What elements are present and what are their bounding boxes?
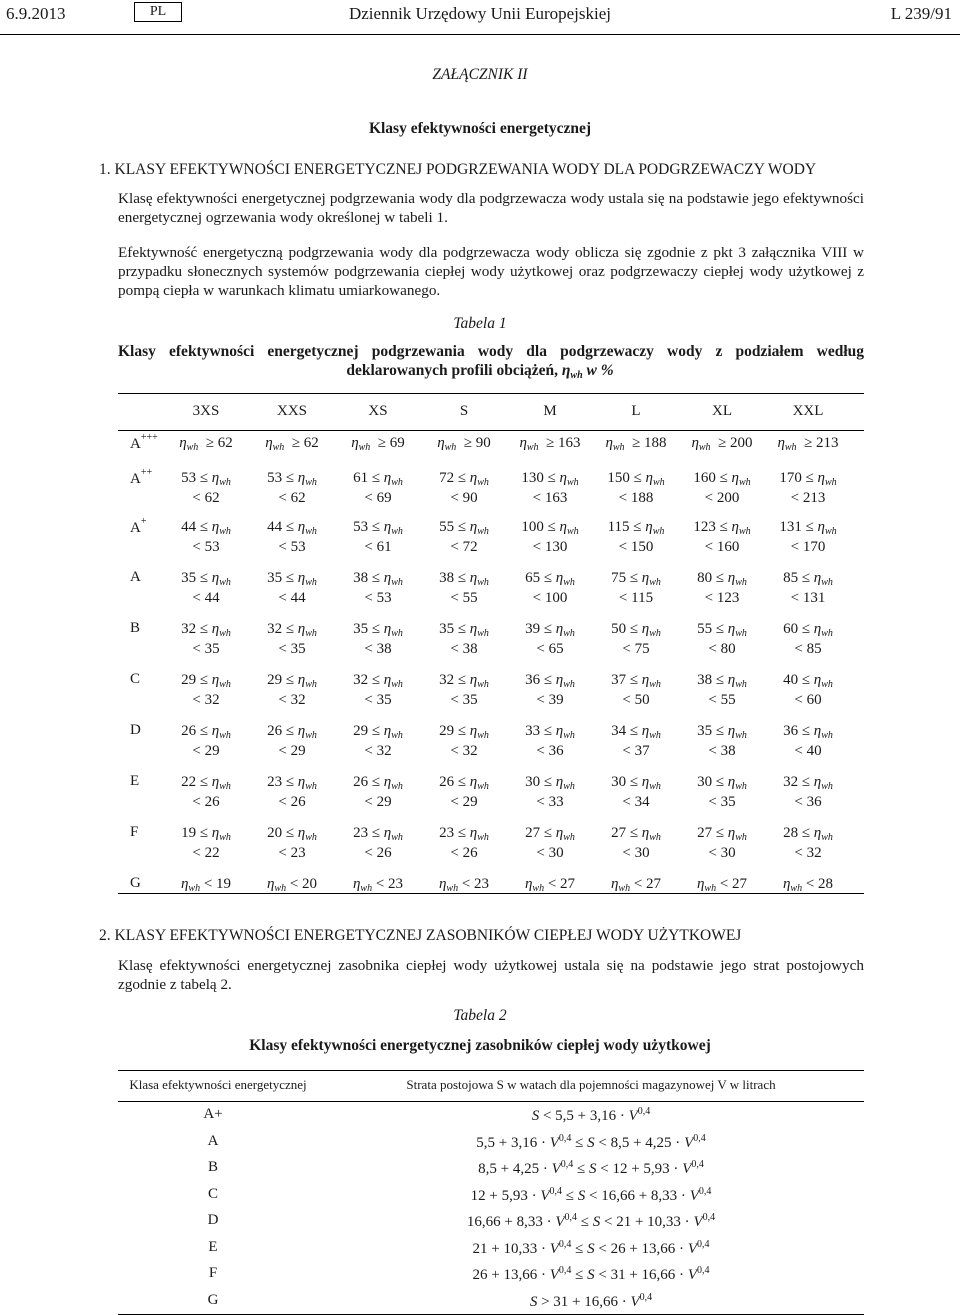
efficiency-cell: $32 \le \eta_{wh}$ < 35 [181,621,231,657]
efficiency-cell: $26 \le \eta_{wh}$ < 29 [439,774,489,810]
efficiency-cell: $\eta_{wh} < 27$ [696,876,748,894]
efficiency-cell: $\eta_{wh} < 27$ [610,876,662,894]
section1-paragraph2: Efektywność energetyczną podgrzewania wody dla podgrzewacza wody oblicza się zgodnie z pkt 3 załącznika VIII w przypadku słonecznych systemów podgrzewania ciepłej wody użytkowej oraz podgrzewaczy ciepłej wody użytkowej z pompą ciepła w warunkach klimatu umiarkowanego. [118,244,864,299]
efficiency-cell: $35 \le \eta_{wh}$ < 38 [353,621,403,657]
efficiency-cell: $\eta_{wh} \ge 200$ [691,435,753,453]
efficiency-cell: $170 \le \eta_{wh}$ < 213 [779,470,837,506]
efficiency-cell: $26 \le \eta_{wh}$ < 29 [267,723,317,759]
efficiency-cell: $35 \le \eta_{wh}$ < 44 [181,570,231,606]
column-header-xl: XL [712,403,732,419]
section1-heading: 1. KLASY EFEKTYWNOŚCI ENERGETYCZNEJ PODGRZEWANIA WODY DLA PODGRZEWACZY WODY [99,161,817,178]
efficiency-cell: $22 \le \eta_{wh}$ < 26 [181,774,231,810]
column-header-xxl: XXL [792,403,824,419]
table2-label: Tabela 2 [453,1007,507,1024]
storage-table-header [118,1071,864,1102]
efficiency-cell: $20 \le \eta_{wh}$ < 23 [267,825,317,861]
storage-formula: 16,66 + 8,33 · V$^{0,4}$ ≤ S < 21 + 10,33 · V$^{0,4}$ [466,1212,716,1230]
efficiency-cell: $53 \le \eta_{wh}$ < 62 [181,470,231,506]
journal-title: Dziennik Urzędowy Unii Europejskiej [348,4,611,23]
column-header-m: M [543,403,557,419]
efficiency-cell: $\eta_{wh} < 27$ [524,876,576,894]
column-header-l: L [631,403,641,419]
column-header-3xs: 3XS [192,403,220,419]
efficiency-cell: $55 \le \eta_{wh}$ < 80 [697,621,747,657]
storage-formula: S < 5,5 + 3,16 · V$^{0,4}$ [531,1106,651,1124]
page-number: L 239/91 [890,4,952,23]
table1-title-line2 [0,362,960,380]
storage-formula: 8,5 + 4,25 · V$^{0,4}$ ≤ S < 12 + 5,93 · V$^{0,4}$ [478,1159,704,1177]
storage-class: E [208,1238,218,1255]
efficiency-cell: $\eta_{wh} \ge 62$ [179,435,233,453]
class-label: A [130,569,141,585]
storage-class: G [207,1291,219,1308]
efficiency-cell: $29 \le \eta_{wh}$ < 32 [181,672,231,708]
efficiency-cell: $33 \le \eta_{wh}$ < 36 [525,723,575,759]
column-header-s: S [459,403,469,419]
storage-class: B [207,1159,218,1175]
efficiency-cell: $36 \le \eta_{wh}$ < 39 [525,672,575,708]
efficiency-cell: $160 \le \eta_{wh}$ < 200 [693,470,751,506]
efficiency-cell: $61 \le \eta_{wh}$ < 69 [353,470,403,506]
storage-class: F [208,1265,218,1281]
efficiency-cell: $30 \le \eta_{wh}$ < 35 [697,774,747,810]
efficiency-cell: $85 \le \eta_{wh}$ < 131 [783,570,833,606]
efficiency-cell: $26 \le \eta_{wh}$ < 29 [181,723,231,759]
efficiency-cell: $27 \le \eta_{wh}$ < 30 [697,825,747,861]
efficiency-cell: $72 \le \eta_{wh}$ < 90 [439,470,489,506]
class-label: C [130,671,141,687]
efficiency-cell: $29 \le \eta_{wh}$ < 32 [267,672,317,708]
efficiency-cell: $38 \le \eta_{wh}$ < 55 [697,672,747,708]
table1-title-unit: w % [586,362,614,379]
storage-header-loss: Strata postojowa S w watach dla pojemności magazynowej V w litrach [406,1077,776,1092]
class-label: G [130,875,141,891]
efficiency-cell: $28 \le \eta_{wh}$ < 32 [783,825,833,861]
efficiency-cell: $32 \le \eta_{wh}$ < 35 [439,672,489,708]
section2-heading: 2. KLASY EFEKTYWNOŚCI ENERGETYCZNEJ ZASOBNIKÓW CIEPŁEJ WODY UŻYTKOWEJ [99,927,742,944]
class-label: F [130,824,139,840]
efficiency-cell: $38 \le \eta_{wh}$ < 55 [439,570,489,606]
efficiency-cell: $80 \le \eta_{wh}$ < 123 [697,570,747,606]
efficiency-cell: $29 \le \eta_{wh}$ < 32 [353,723,403,759]
efficiency-cell: $35 \le \eta_{wh}$ < 44 [267,570,317,606]
table1-label: Tabela 1 [453,315,507,332]
efficiency-cell: $\eta_{wh} < 23$ [438,876,490,894]
storage-formula: 5,5 + 3,16 · V$^{0,4}$ ≤ S < 8,5 + 4,25 · V$^{0,4}$ [476,1132,706,1151]
class-label: A++ [130,467,153,487]
class-label: A+++ [130,432,158,452]
efficiency-cell: $\eta_{wh} < 23$ [352,876,404,894]
efficiency-cell: $19 \le \eta_{wh}$ < 22 [181,825,231,861]
storage-formula: 12 + 5,93 · V$^{0,4}$ ≤ S < 16,66 + 8,33 · V$^{0,4}$ [470,1185,712,1204]
efficiency-cell: $30 \le \eta_{wh}$ < 34 [611,774,661,810]
storage-table [118,1070,864,1315]
efficiency-cell: $100 \le \eta_{wh}$ < 130 [521,519,579,555]
class-label: D [130,722,141,738]
efficiency-cell: $27 \le \eta_{wh}$ < 30 [611,825,661,861]
efficiency-cell: $23 \le \eta_{wh}$ < 26 [267,774,317,810]
efficiency-cell: $29 \le \eta_{wh}$ < 32 [439,723,489,759]
storage-header-class: Klasa efektywności energetycznej [129,1077,307,1092]
eta-subscript: wh [570,370,583,381]
efficiency-cell: $150 \le \eta_{wh}$ < 188 [607,470,665,506]
efficiency-cell: $123 \le \eta_{wh}$ < 160 [693,519,751,555]
storage-class: C [207,1185,218,1202]
efficiency-cell: $53 \le \eta_{wh}$ < 61 [353,519,403,555]
storage-formula: 26 + 13,66 · V$^{0,4}$ ≤ S < 31 + 16,66 · V$^{0,4}$ [472,1265,710,1283]
annex-title: ZAŁĄCZNIK II [432,66,528,83]
efficiency-cell: $\eta_{wh} \ge 213$ [777,435,839,453]
efficiency-cell: $\eta_{wh} \ge 62$ [265,435,319,453]
efficiency-cell: $\eta_{wh} \ge 90$ [437,435,491,453]
efficiency-cell: $50 \le \eta_{wh}$ < 75 [611,621,661,657]
table1-title-text: deklarowanych profili obciążeń, [346,362,559,379]
class-label: B [130,620,141,636]
efficiency-cell: $34 \le \eta_{wh}$ < 37 [611,723,661,759]
efficiency-cell: $39 \le \eta_{wh}$ < 65 [525,621,575,657]
efficiency-cell: $65 \le \eta_{wh}$ < 100 [525,570,575,606]
storage-formula: 21 + 10,33 · V$^{0,4}$ ≤ S < 26 + 13,66 · V$^{0,4}$ [472,1238,710,1257]
efficiency-table-header [118,394,864,431]
efficiency-cell: $32 \le \eta_{wh}$ < 36 [783,774,833,810]
efficiency-cell: $75 \le \eta_{wh}$ < 115 [611,570,661,606]
efficiency-table [118,393,864,894]
efficiency-cell: $\eta_{wh} \ge 69$ [351,435,405,453]
column-header-xxs: XXS [276,403,307,419]
table2-title: Klasy efektywności energetycznej zasobników ciepłej wody użytkowej [249,1037,711,1054]
storage-class: A+ [203,1106,223,1122]
column-header-xs: XS [368,403,388,419]
table1-title-line1: Klasy efektywności energetycznej podgrzewania wody dla podgrzewaczy wody z podziałem według [118,343,864,360]
efficiency-cell: $\eta_{wh} < 28$ [782,876,834,894]
storage-class: D [207,1212,219,1228]
efficiency-cell: $44 \le \eta_{wh}$ < 53 [181,519,231,555]
storage-formula: S > 31 + 16,66 · V$^{0,4}$ [529,1291,653,1310]
efficiency-cell: $55 \le \eta_{wh}$ < 72 [439,519,489,555]
efficiency-cell: $44 \le \eta_{wh}$ < 53 [267,519,317,555]
efficiency-cell: $115 \le \eta_{wh}$ < 150 [607,519,665,555]
class-label: A+ [130,516,147,536]
storage-class: A [207,1132,219,1149]
efficiency-cell: $\eta_{wh} < 20$ [266,876,318,894]
eta-symbol: η [561,362,571,379]
efficiency-cell: $30 \le \eta_{wh}$ < 33 [525,774,575,810]
section2-paragraph1: Klasę efektywności energetycznej zasobnika ciepłej wody użytkowej ustala się na podstawie jego strat postojowych zgodnie z tabelą 2. [118,957,864,993]
language-badge: PL [134,2,182,22]
header-date: 6.9.2013 [6,4,66,23]
efficiency-cell: $36 \le \eta_{wh}$ < 40 [783,723,833,759]
page-header [0,0,960,35]
efficiency-cell: $60 \le \eta_{wh}$ < 85 [783,621,833,657]
efficiency-cell: $35 \le \eta_{wh}$ < 38 [439,621,489,657]
efficiency-cell: $27 \le \eta_{wh}$ < 30 [525,825,575,861]
efficiency-cell: $131 \le \eta_{wh}$ < 170 [779,519,837,555]
efficiency-cell: $35 \le \eta_{wh}$ < 38 [697,723,747,759]
efficiency-cell: $32 \le \eta_{wh}$ < 35 [353,672,403,708]
main-title: Klasy efektywności energetycznej [368,120,592,137]
efficiency-cell: $53 \le \eta_{wh}$ < 62 [267,470,317,506]
efficiency-cell: $\eta_{wh} \ge 163$ [519,435,581,453]
class-label: E [130,773,140,789]
section1-paragraph1: Klasę efektywności energetycznej podgrzewania wody dla podgrzewacza wody ustala się na podstawie jego efektywności energetycznej ogrzewania wody określonej w tabeli 1. [118,190,864,226]
efficiency-cell: $\eta_{wh} < 19$ [180,876,232,894]
efficiency-cell: $23 \le \eta_{wh}$ < 26 [439,825,489,861]
efficiency-cell: $38 \le \eta_{wh}$ < 53 [353,570,403,606]
efficiency-cell: $\eta_{wh} \ge 188$ [605,435,667,453]
efficiency-cell: $37 \le \eta_{wh}$ < 50 [611,672,661,708]
efficiency-cell: $130 \le \eta_{wh}$ < 163 [521,470,579,506]
efficiency-cell: $32 \le \eta_{wh}$ < 35 [267,621,317,657]
efficiency-cell: $26 \le \eta_{wh}$ < 29 [353,774,403,810]
efficiency-cell: $40 \le \eta_{wh}$ < 60 [783,672,833,708]
efficiency-cell: $23 \le \eta_{wh}$ < 26 [353,825,403,861]
